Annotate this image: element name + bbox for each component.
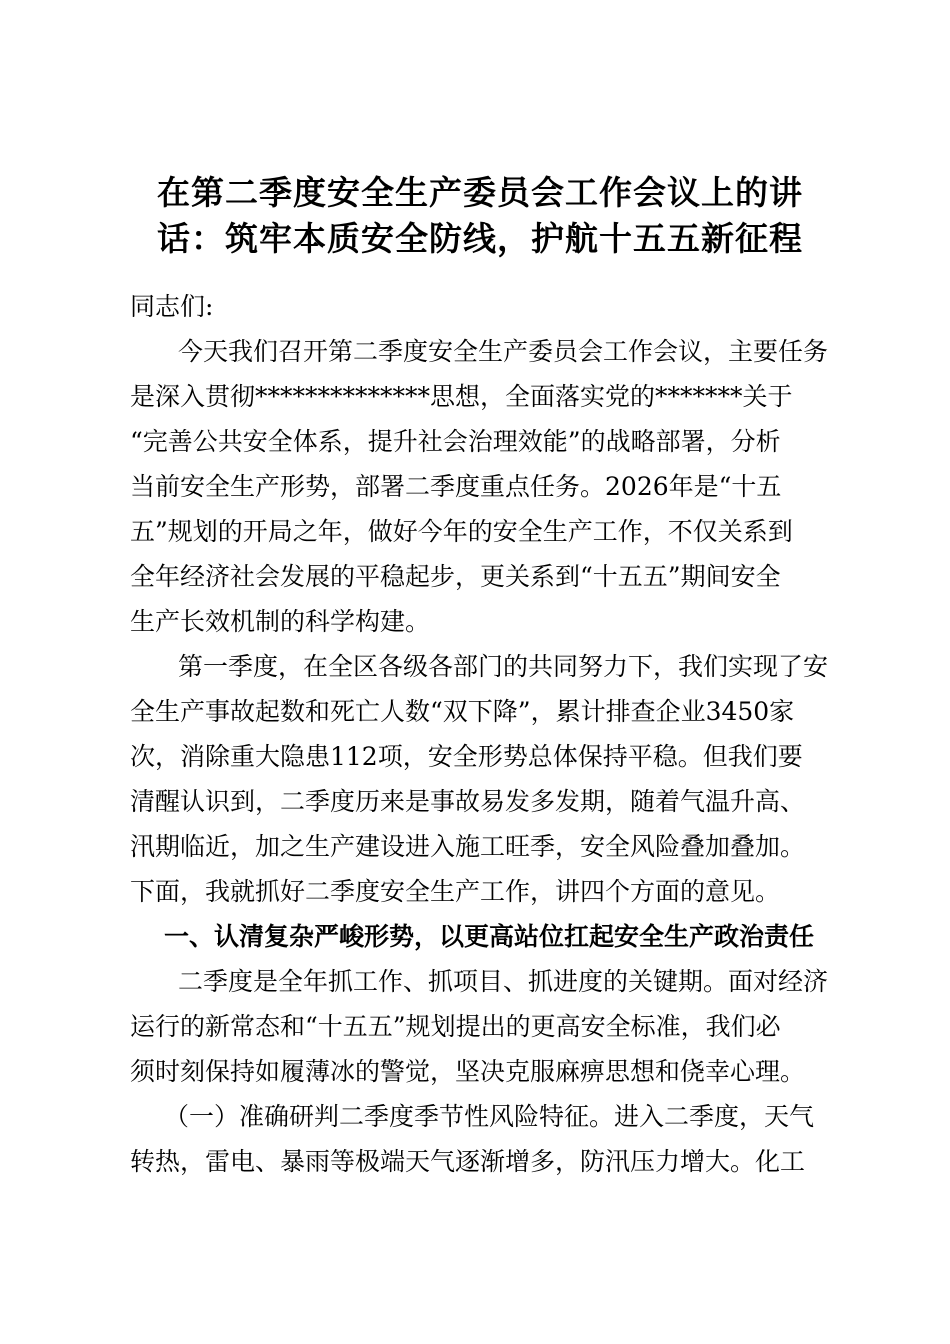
body-line: 当前安全生产形势，部署二季度重点任务。2026年是“十五 — [130, 472, 782, 501]
body-line: 生产长效机制的科学构建。 — [130, 607, 431, 636]
body-line: 是深入贯彻**************思想，全面落实党的*******关于 — [130, 382, 793, 411]
body-line: 全年经济社会发展的平稳起步，更关系到“十五五”期间安全 — [130, 562, 781, 591]
body-line: 次，消除重大隐患112项，安全形势总体保持平稳。但我们要 — [130, 742, 803, 771]
body-line: 五”规划的开局之年，做好今年的安全生产工作，不仅关系到 — [130, 517, 793, 546]
body-line: 须时刻保持如履薄冰的警觉，坚决克服麻痹思想和侥幸心理。 — [130, 1057, 806, 1086]
body-line: 二季度是全年抓工作、抓项目、抓进度的关键期。面对经济 — [178, 967, 829, 996]
body-line: 第一季度，在全区各级各部门的共同努力下，我们实现了安 — [178, 652, 829, 681]
body-line: 汛期临近，加之生产建设进入施工旺季，安全风险叠加叠加。 — [130, 832, 806, 861]
body-line: （一）准确研判二季度季节性风险特征。进入二季度，天气 — [164, 1102, 815, 1131]
body-line: 清醒认识到，二季度历来是事故易发多发期，随着气温升高、 — [130, 787, 806, 816]
title-line-2: 话：筑牢本质安全防线，护航十五五新征程 — [157, 219, 803, 258]
salutation: 同志们: — [130, 292, 214, 321]
body-line: “完善公共安全体系，提升社会治理效能”的战略部署，分析 — [130, 427, 781, 456]
body-line: 下面，我就抓好二季度安全生产工作，讲四个方面的意见。 — [130, 877, 781, 906]
body-line: 运行的新常态和“十五五”规划提出的更高安全标准，我们必 — [130, 1012, 781, 1041]
body-line: 今天我们召开第二季度安全生产委员会工作会议，主要任务 — [178, 337, 829, 366]
body-line: 转热，雷电、暴雨等极端天气逐渐增多，防汛压力增大。化工 — [130, 1147, 806, 1176]
title-line-1: 在第二季度安全生产委员会工作会议上的讲 — [157, 173, 803, 212]
section-heading: 一、认清复杂严峻形势，以更高站位扛起安全生产政治责任 — [164, 922, 815, 951]
document-title — [140, 170, 820, 262]
body-line: 全生产事故起数和死亡人数“双下降”，累计排查企业3450家 — [130, 697, 795, 726]
document-body — [130, 284, 830, 1184]
